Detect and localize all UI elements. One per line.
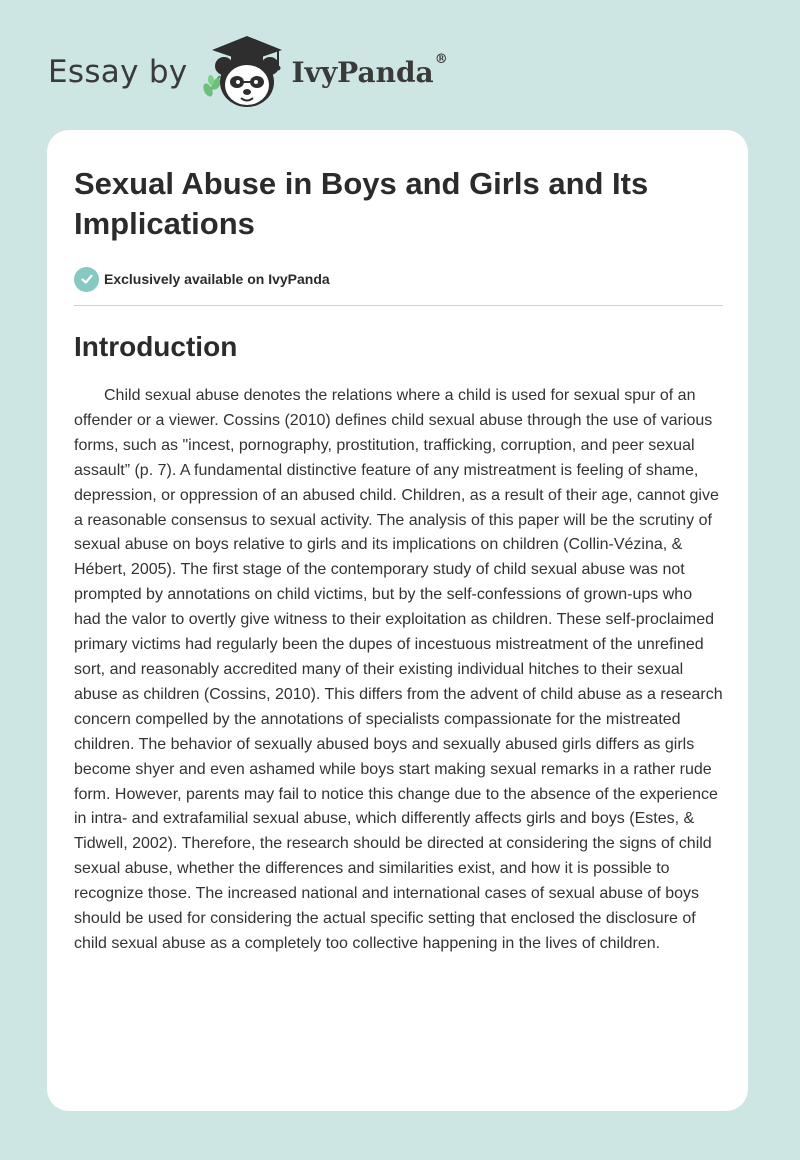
divider (74, 305, 723, 306)
introduction-paragraph: Child sexual abuse denotes the relations where a child is used for sexual spur of an offender or a viewer. Cossins (2010) defines child sexual abuse through the use of various forms, such as "incest, pornography, prostitution, trafficking, corruption, and peer sexual assault” (p. 7). A fundamental distinctive feature of any mistreatment is feeling of shame, depression, or oppression of an abused child. Children, as a result of their age, cannot give a reasonable consensus to sexual activity. The analysis of this paper will be the scrutiny of sexual abuse on boys relative to girls and its implications on children (Collin-Vézina, & Hébert, 2005). The first stage of the contemporary study of child sexual abuse was not prompted by annotations on child victims, but by the self-confessions of grown-ups who had the valor to overtly give witness to their exploitation as children. These self-proclaimed primary victims had regularly been the dupes of incestuous mistreatment of the unrefined sort, and reasonably accredited many of their existing individual hitches to their sexual abuse as children (Cossins, 2010). This differs from the advent of child abuse as a research concern compelled by the annotations of specialists compassionate for the mistreated children. The behavior of sexually abused boys and sexually abused girls differs as girls become shyer and even ashamed while boys start making sexual remarks in a rather rude form. However, parents may fail to notice this change due to the absence of the experience in intra- and extrafamilial sexual abuse, which differently affects girls and boys (Estes, & Tidwell, 2002). Therefore, the research should be directed at considering the signs of child sexual abuse, whether the differences and similarities exist, and how it is possible to recognize those. The increased national and international cases of sexual abuse of boys should be used for considering the actual specific setting that enclosed the disclosure of child sexual abuse as a completely too collective happening in the lives of children. (74, 387, 723, 952)
brand-name[interactable] (291, 51, 448, 89)
section-heading-introduction: Introduction (74, 331, 238, 362)
brand-prefix: Essay by (48, 54, 188, 90)
site-header (48, 32, 448, 112)
essay-card (47, 130, 748, 1111)
registered-mark: ® (434, 51, 448, 67)
exclusive-badge (74, 266, 723, 292)
checkmark-icon (74, 267, 99, 292)
essay-content (74, 164, 723, 957)
brand-name-text: IvyPanda (291, 55, 434, 89)
panda-graduation-cap-icon[interactable] (198, 32, 290, 112)
badge-label: Exclusively available on IvyPanda (104, 271, 330, 287)
essay-title: Sexual Abuse in Boys and Girls and Its Implications (74, 166, 649, 241)
